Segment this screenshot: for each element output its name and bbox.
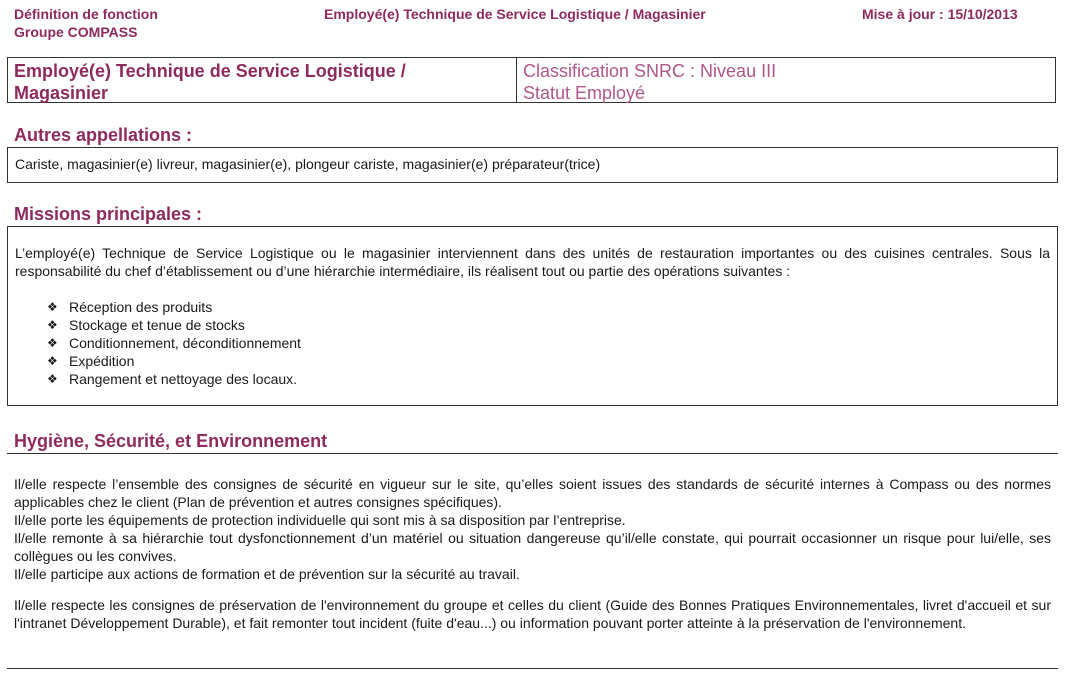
missions-box — [7, 226, 1058, 406]
header-left — [14, 5, 158, 41]
title-block — [7, 57, 1056, 103]
header-update-date: Mise à jour : 15/10/2013 — [862, 6, 1018, 22]
header-doc-type: Définition de fonction — [14, 6, 158, 22]
list-item: ❖ Réception des produits — [47, 299, 213, 315]
diamond-bullet-icon: ❖ — [47, 318, 58, 332]
classification: Classification SNRC : Niveau III — [523, 61, 777, 81]
list-item: ❖ Rangement et nettoyage des locaux. — [47, 371, 298, 387]
diamond-bullet-icon: ❖ — [47, 336, 58, 350]
classification-cell — [517, 58, 1055, 102]
diamond-bullet-icon: ❖ — [47, 372, 58, 386]
list-item: ❖ Conditionnement, déconditionnement — [47, 335, 301, 351]
missions-intro: L’employé(e) Technique de Service Logistique ou le magasinier interviennent dans des unités de restauration importantes ou des cuisines centrales. Sous la responsabilité du chef d’établissement ou d’une hiérarchie intermédiaire, ils réalisent tout ou partie des opérations suivantes : — [15, 245, 1050, 279]
list-item: ❖ Stockage et tenue de stocks — [47, 317, 245, 333]
job-title-cell — [8, 58, 517, 102]
hygiene-bottom-rule — [7, 668, 1058, 669]
missions-list — [15, 298, 1050, 388]
hygiene-heading: Hygiène, Sécurité, et Environnement — [14, 431, 328, 451]
job-title-line2: Magasinier — [14, 83, 109, 103]
hygiene-para-4: Il/elle participe aux actions de formation et de prévention sur la sécurité au travail. — [14, 566, 520, 582]
header-group: Groupe COMPASS — [14, 24, 138, 40]
hygiene-box — [7, 475, 1058, 667]
hygiene-para-1: Il/elle respecte l’ensemble des consignes de sécurité en vigueur sur le site, qu’elles soient issues des standards de sécurité internes à Compass ou des normes applicables chez le client (Plan de prévention et autres consignes spécifiques). — [14, 476, 1051, 510]
statut: Statut Employé — [523, 83, 646, 103]
diamond-bullet-icon: ❖ — [47, 354, 58, 368]
autres-appellations-box — [7, 147, 1058, 183]
header-job-title: Employé(e) Technique de Service Logistique / Magasinier — [324, 6, 706, 22]
hygiene-para-2: Il/elle porte les équipements de protection individuelle qui sont mis à sa disposition par l’entreprise. — [14, 512, 626, 528]
autres-appellations-heading: Autres appellations : — [14, 125, 193, 145]
job-title-line1: Employé(e) Technique de Service Logistique / — [14, 61, 406, 81]
list-item: ❖ Expédition — [47, 353, 135, 369]
hygiene-para-5: Il/elle respecte les consignes de préservation de l'environnement du groupe et celles du client (Guide des Bonnes Pratiques Environnementales, livret d'accueil et sur l'intranet Développement Durable), et fait remonter tout incident (fuite d'eau...) ou information pouvant porter atteinte à la préservation de l'environnement. — [14, 597, 1051, 631]
missions-heading: Missions principales : — [14, 204, 203, 224]
autres-appellations-text: Cariste, magasinier(e) livreur, magasinier(e), plongeur cariste, magasinier(e) préparateur(trice) — [15, 156, 601, 172]
hygiene-para-3: Il/elle remonte à sa hiérarchie tout dysfonctionnement d’un matériel ou situation dangereuse qu’il/elle constate, qui pourrait occasionner un risque pour lui/elle, ses collègues ou les convives. — [14, 530, 1051, 564]
hygiene-top-rule — [7, 453, 1058, 454]
diamond-bullet-icon: ❖ — [47, 300, 58, 314]
